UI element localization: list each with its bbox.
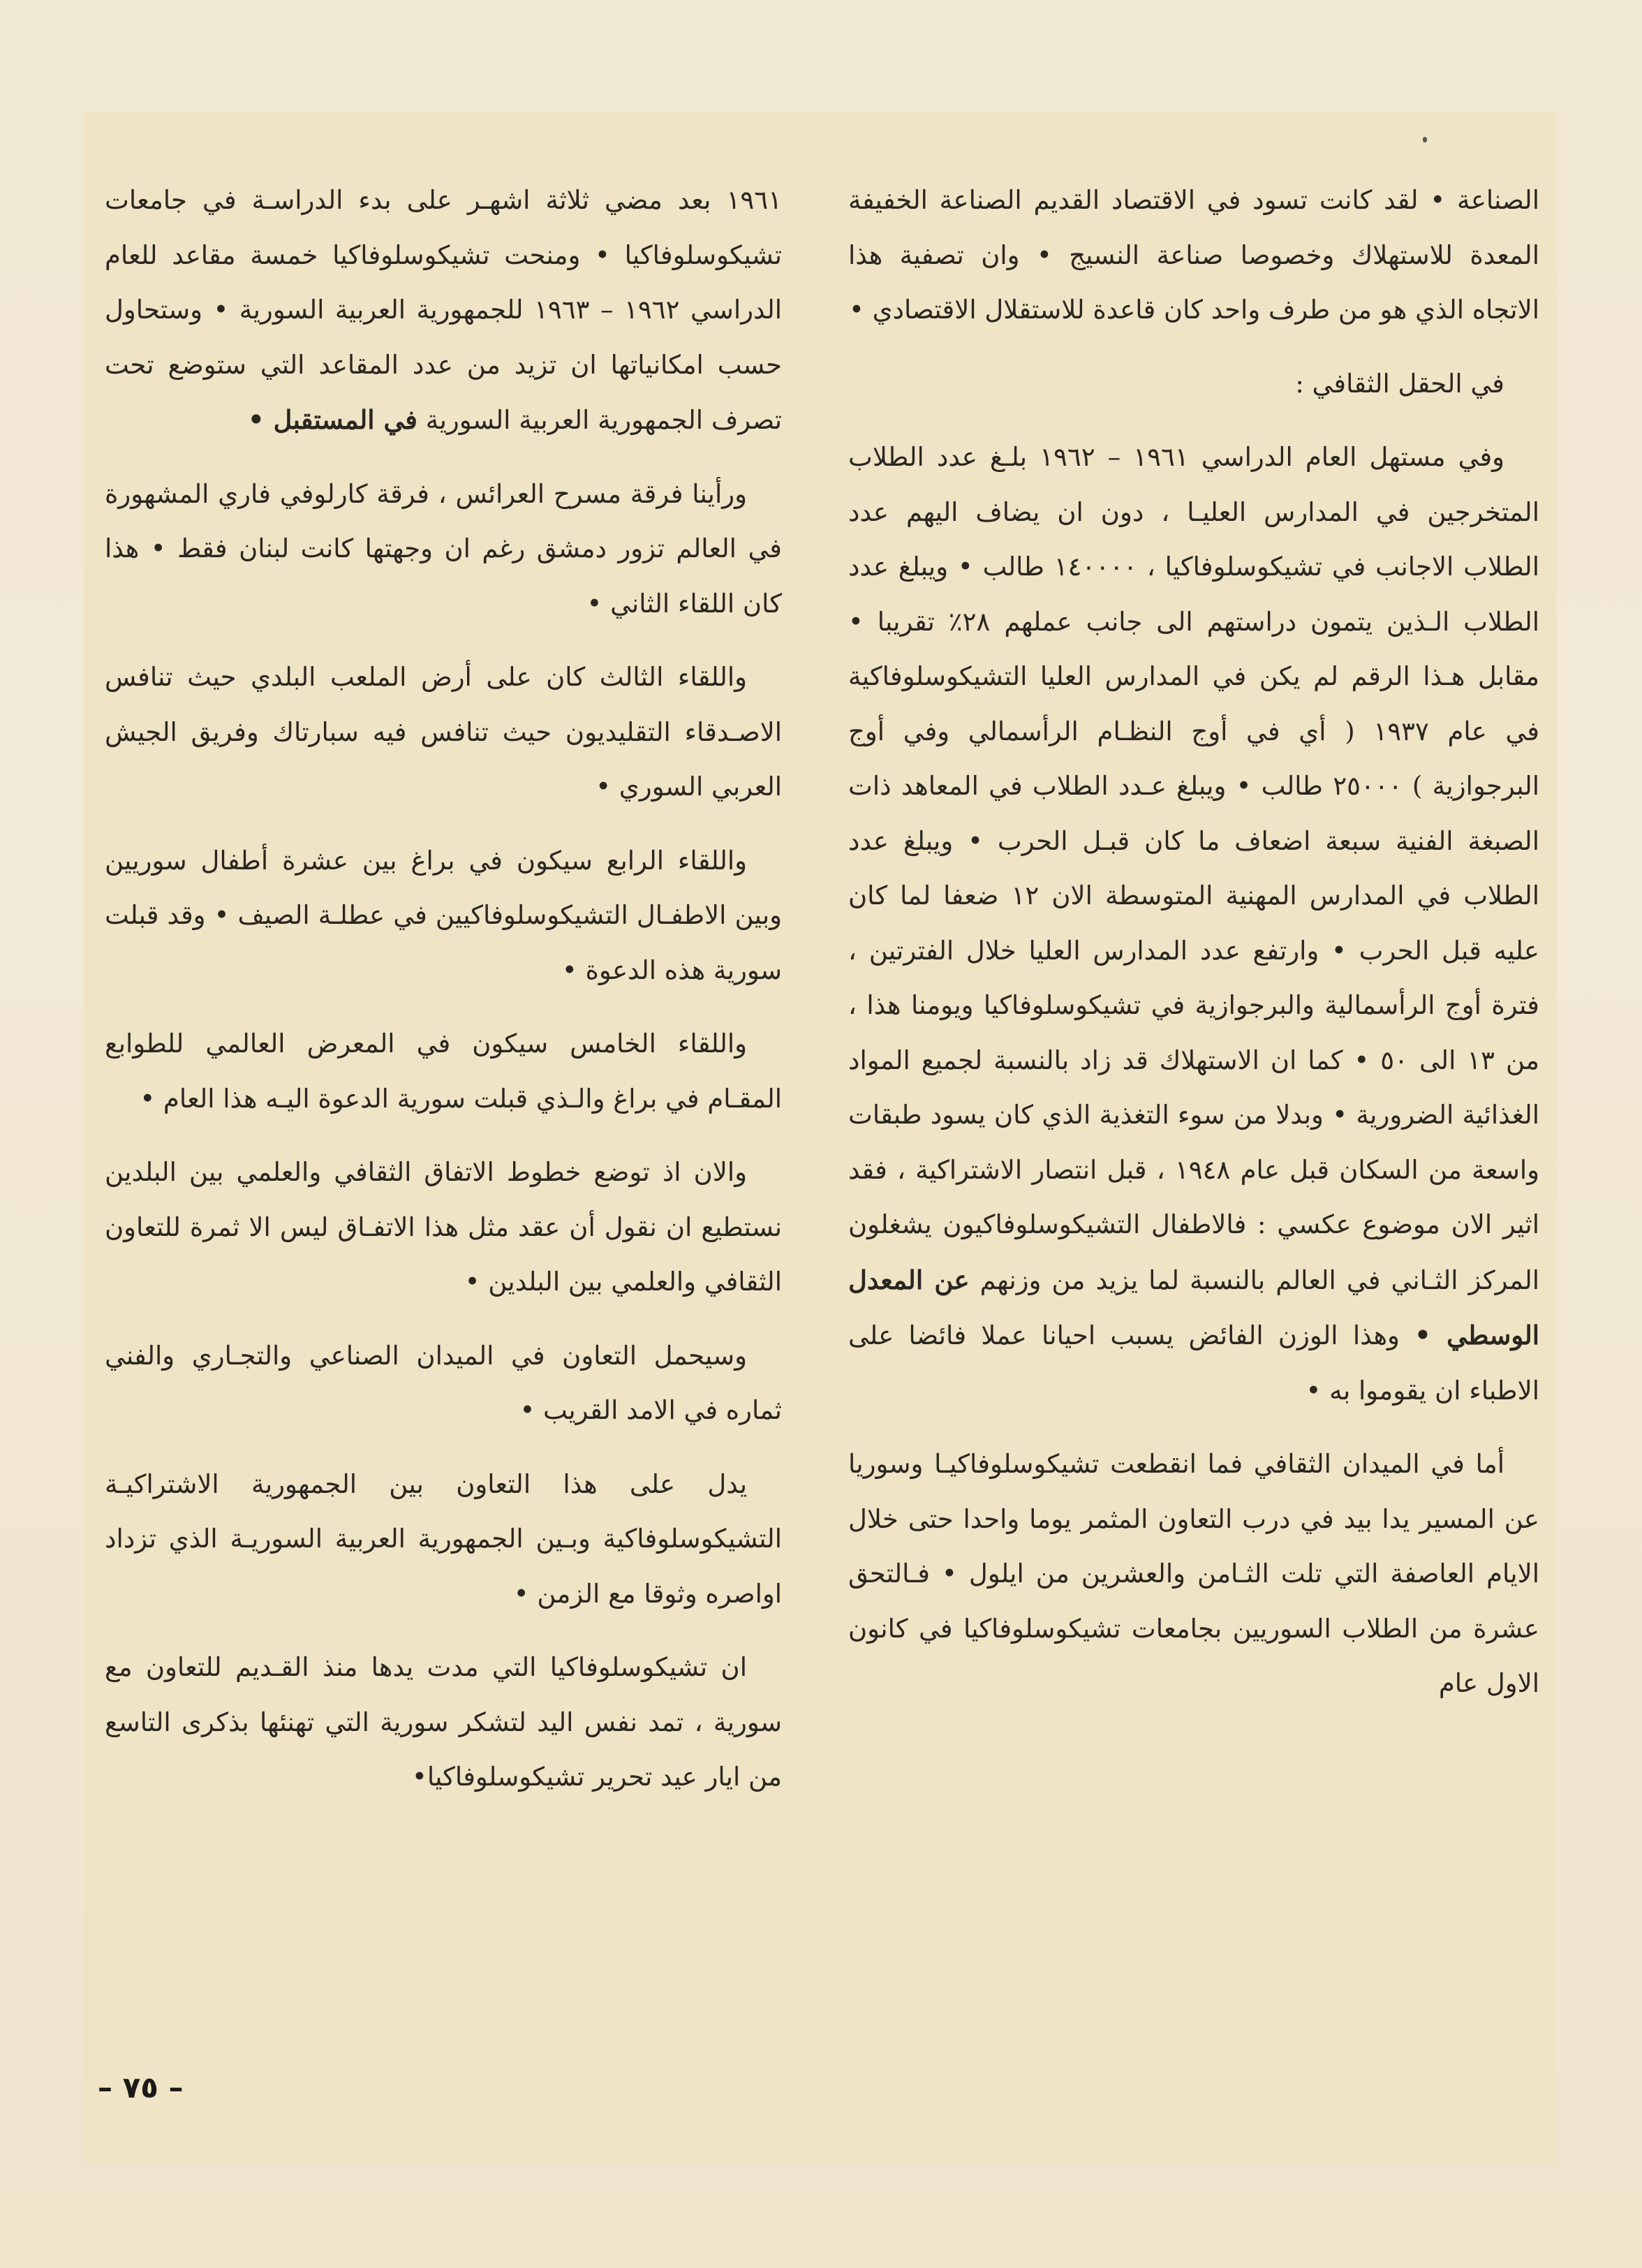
paragraph-fourth-meeting: واللقاء الرابع سيكون في براغ بين عشرة أطفال سوريين وبين الاطفـال التشيكوسلوفاكيين في عطلـة الصيف • وقد قبلت سورية هذه الدعوة • [105, 845, 782, 985]
right-column [848, 173, 1539, 1730]
paragraph-industrial: وسيحمل التعاون في الميدان الصناعي والتجـاري والفني ثماره في الامد القريب • [105, 1340, 782, 1425]
seats-text: ١٩٦١ بعد مضي ثلاثة اشهـر على بدء الدراسـة في جامعات تشيكوسلوفاكيا • ومنحت تشيكوسلوفاكيا خمسة مقاعد للعام الدراسي ١٩٦٢ – ١٩٦٣ للجمهورية العربية السورية • وستحاول حسب امكانياتها ان تزيد من عدد المقاعد التي ستوضع تحت تصرف الجمهورية العربية السورية [105, 185, 782, 435]
paragraph-puppet-theatre: ورأينا فرقة مسرح العرائس ، فرقة كارلوفي فاري المشهورة في العالم تزور دمشق رغم ان وجهتها كانت لبنان فقط • هذا كان اللقاء الثاني • [105, 478, 782, 619]
paragraph-fifth-meeting: واللقاء الخامس سيكون في المعرض العالمي للطوابع المقـام في براغ والـذي قبلت سورية الدعوة اليـه هذا العام • [105, 1029, 782, 1114]
paragraph-thanks: ان تشيكوسلوفاكيا التي مدت يدها منذ القـديم للتعاون مع سورية ، تمد نفس اليد لتشكر سورية التي تهنئها بذكرى التاسع من ايار عيد تحرير تشيكوسلوفاكيا• [105, 1652, 782, 1792]
left-column [105, 173, 782, 1824]
paragraph-industry: الصناعة • لقد كانت تسود في الاقتصاد القديم الصناعة الخفيفة المعدة للاستهلاك وخصوصا صناعة النسيج • وان تصفية هذا الاتجاه الذي هو من طرف واحد كان قاعدة للاستقلال الاقتصادي • [848, 185, 1539, 325]
section-heading-cultural: في الحقل الثقافي : [1295, 368, 1504, 399]
paragraph-third-meeting: واللقاء الثالث كان على أرض الملعب البلدي حيث تنافس الاصـدقاء التقليديون حيث تنافس فيه سبارتاك وفريق الجيش العربي السوري • [105, 662, 782, 802]
paragraph-seats [105, 173, 782, 448]
ink-speck [1423, 137, 1427, 142]
paragraph-cooperation: أما في الميدان الثقافي فما انقطعت تشيكوسلوفاكيـا وسوريا عن المسير يدا بيد في درب التعاون المثمر يوما واحدا حتى خلال الايام العاصفة التي تلت الثـامن والعشرين من ايلول • فـالتحق عشرة من الطلاب السوريين بجامعات تشيكوسلوفاكيا في كانون الاول عام [848, 1449, 1539, 1698]
students-tail: وهذا الوزن الفائض يسبب احيانا عملا فائضا على الاطباء ان يقوموا به • [848, 1320, 1539, 1406]
page-number: – ٧٥ – [98, 2070, 184, 2105]
students-text: وفي مستهل العام الدراسي ١٩٦١ – ١٩٦٢ بلـغ عدد الطلاب المتخرجين في المدارس العليـا ، دون ان يضاف اليهم عدد الطلاب الاجانب في تشيكوسلوفاكيا ، ١٤٠٠٠٠ طالب • ويبلغ عدد الطلاب الـذين يتمون دراستهم الى جانب عملهم ٢٨٪ تقريبا • مقابل هـذا الرقم لم يكن في المدارس العليا التشيكوسلوفاكية في عام ١٩٣٧ ( أي في أوج النظـام الرأسمالي وفي أوج البرجوازية ) ٢٥٠٠٠ طالب • ويبلغ عـدد الطلاب في المعاهد ذات الصبغة الفنية سبعة اضعاف ما كان قبـل الحرب • ويبلغ عدد الطلاب في المدارس المهنية المتوسطة الان ١٢ ضعفا لما كان عليه قبل الحرب • وارتفع عدد المدارس العليا خلال الفترتين ، فترة أوج الرأسمالية والبرجوازية في تشيكوسلوفاكيا ويومنا هذا ، من ١٣ الى ٥٠ • كما ان الاستهلاك قد زاد بالنسبة لجميع المواد الغذائية الضرورية • وبدلا من سوء التغذية الذي كان يسود طبقات واسعة من السكان قبل عام ١٩٤٨ ، قبل انتصار الاشتراكية ، فقد اثير الان موضوع عكسي : فالاطفال التشيكوسلوفاكيون يشغلون المركز الثـاني في العالم بالنسبة لما يزيد من وزنهم [848, 442, 1540, 1295]
paragraph-agreement: والان اذ توضع خطوط الاتفاق الثقافي والعلمي بين البلدين نستطيع ان نقول أن عقد مثل هذا الاتفـاق ليس الا ثمرة للتعاون الثقافي والعلمي بين البلدين • [105, 1157, 782, 1297]
students-bold: عن المعدل الوسطي • [848, 1264, 1540, 1350]
seats-bold: في المستقبل • [248, 404, 417, 435]
paragraph-students [848, 430, 1539, 1418]
paragraph-relations: يدل على هذا التعاون بين الجمهورية الاشتراكيـة التشيكوسلوفاكية وبـين الجمهورية العربية السوريـة الذي تزداد اواصره وثوقا مع الزمن • [105, 1468, 782, 1609]
